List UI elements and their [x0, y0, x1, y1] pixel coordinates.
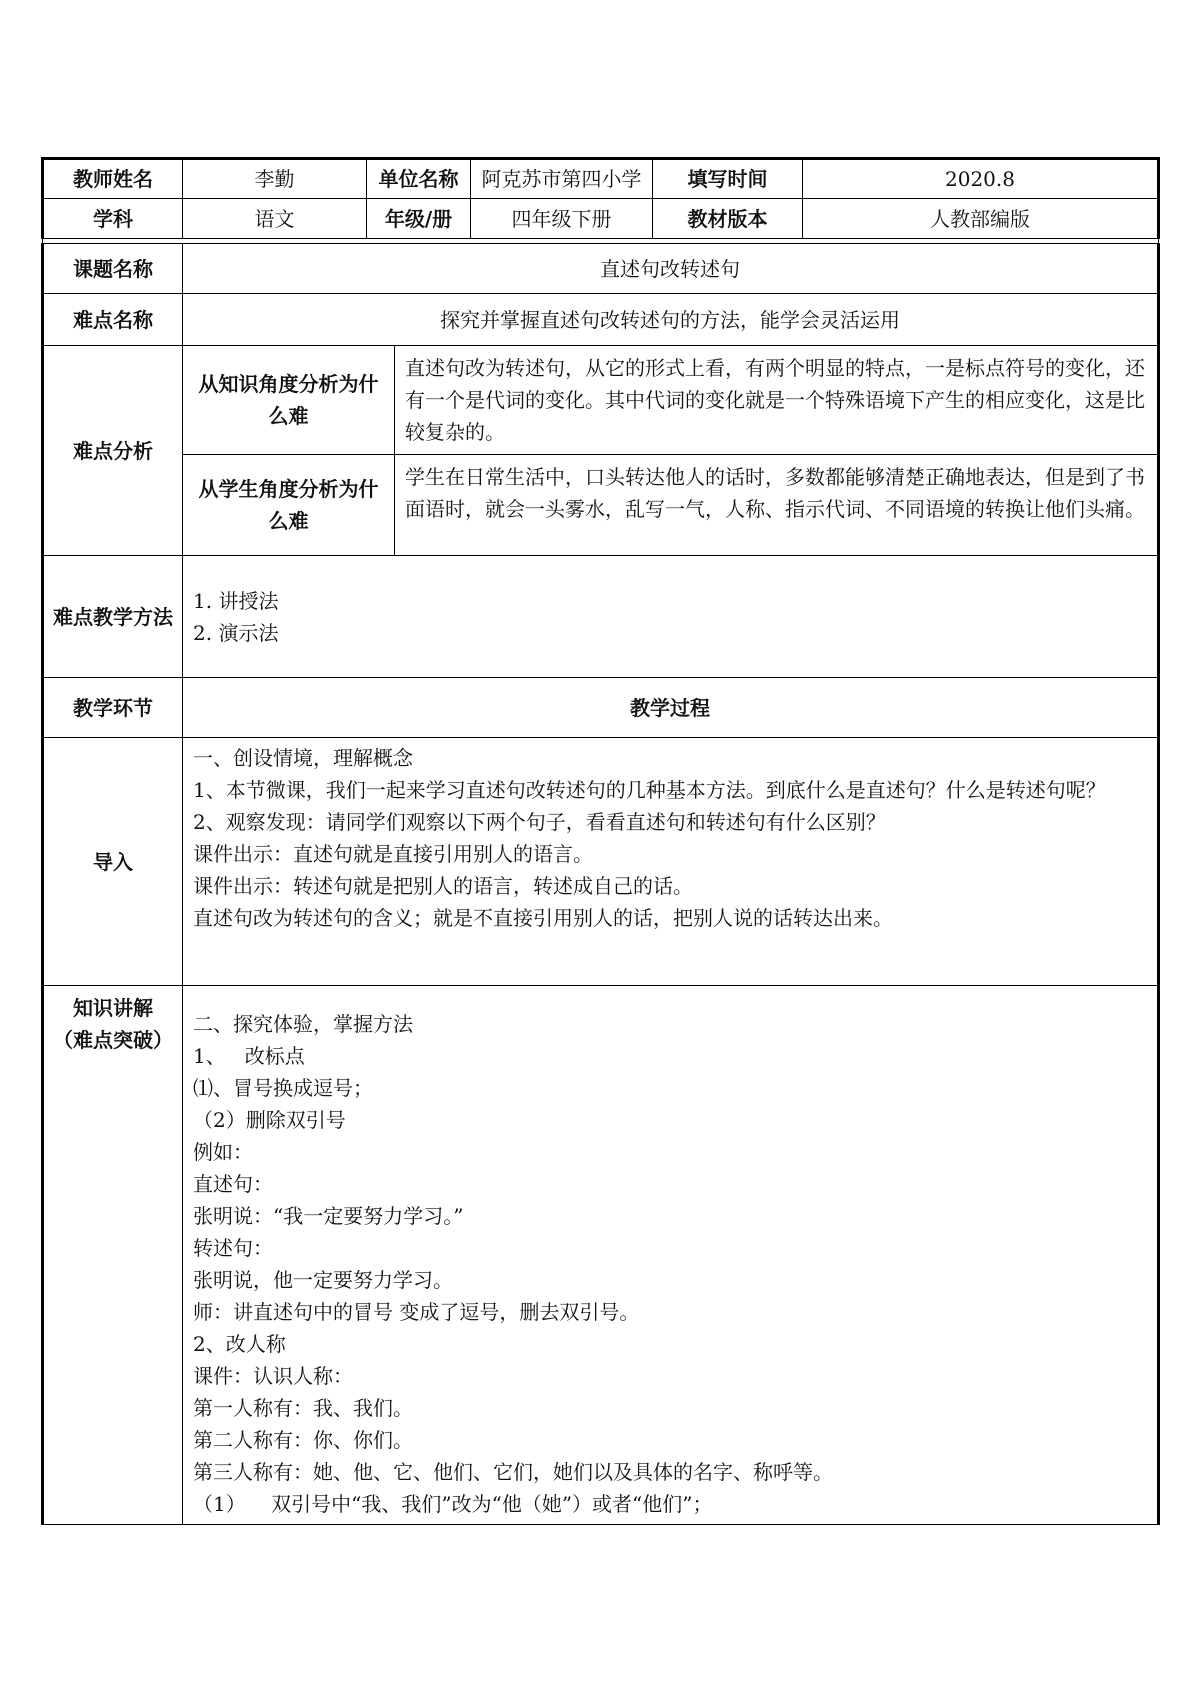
analysis-content [183, 346, 1159, 556]
knowledge-line: 1、 改标点 [193, 1044, 305, 1068]
knowledge-line: 二、探究体验，掌握方法 [193, 1012, 413, 1036]
intro-label: 导入 [43, 738, 183, 986]
date-value: 2020.8 [803, 159, 1159, 199]
unit-value: 阿克苏市第四小学 [471, 159, 653, 199]
methods-row [43, 556, 1159, 678]
knowledge-line: 例如： [193, 1140, 253, 1164]
knowledge-line: （2）删除双引号 [193, 1108, 346, 1132]
knowledge-angle-block [183, 346, 1157, 454]
process-label: 教学过程 [183, 678, 1159, 738]
intro-line: 课件出示：转述句就是把别人的语言，转述成自己的话。 [193, 874, 693, 898]
stage-label: 教学环节 [43, 678, 183, 738]
knowledge-line: 2、改人称 [193, 1332, 286, 1356]
grade-value: 四年级下册 [471, 199, 653, 239]
knowledge-content [183, 986, 1159, 1525]
student-angle-block [183, 454, 1157, 555]
methods-list [183, 556, 1159, 678]
knowledge-line: 转述句： [193, 1236, 273, 1260]
teacher-label: 教师姓名 [43, 159, 183, 199]
knowledge-angle-text: 直述句改为转述句，从它的形式上看，有两个明显的特点，一是标点符号的变化，还有一个是代词的变化。其中代词的变化就是一个特殊语境下产生的相应变化，这是比较复杂的。 [405, 356, 1145, 444]
knowledge-row [43, 986, 1159, 1525]
textbook-label: 教材版本 [653, 199, 803, 239]
method-item: 1. 讲授法 [193, 588, 279, 613]
knowledge-line: 第二人称有：你、你们。 [193, 1428, 413, 1452]
lesson-plan-page [41, 157, 1157, 1525]
intro-line: 1、本节微课，我们一起来学习直述句改转述句的几种基本方法。到底什么是直述句？什么是转述句呢？ [193, 778, 1106, 802]
difficulty-row [43, 294, 1159, 346]
teacher-value: 李勤 [183, 159, 367, 199]
knowledge-line: 第一人称有：我、我们。 [193, 1396, 413, 1420]
textbook-value: 人教部编版 [803, 199, 1159, 239]
grade-label: 年级/册 [367, 199, 471, 239]
knowledge-line: 张明说：“我一定要努力学习。” [193, 1204, 464, 1228]
knowledge-line: 张明说，他一定要努力学习。 [193, 1268, 453, 1292]
method-item: 2. 演示法 [193, 620, 279, 645]
intro-line: 一、创设情境，理解概念 [193, 746, 413, 770]
intro-line: 2、观察发现：请同学们观察以下两个句子，看看直述句和转述句有什么区别？ [193, 810, 886, 834]
date-label: 填写时间 [653, 159, 803, 199]
intro-line: 课件出示：直述句就是直接引用别人的语言。 [193, 842, 593, 866]
knowledge-line: （1） 双引号中“我、我们”改为“他（她”）或者“他们”； [193, 1492, 713, 1516]
info-row-1 [43, 159, 1159, 199]
analysis-row [43, 346, 1159, 556]
intro-content [183, 738, 1159, 986]
knowledge-line: 直述句： [193, 1172, 273, 1196]
intro-row [43, 738, 1159, 986]
subject-value: 语文 [183, 199, 367, 239]
difficulty-value: 探究并掌握直述句改转述句的方法，能学会灵活运用 [183, 294, 1159, 346]
analysis-label: 难点分析 [43, 346, 183, 556]
difficulty-label: 难点名称 [43, 294, 183, 346]
knowledge-line: 第三人称有：她、他、它、他们、它们，她们以及具体的名字、称呼等。 [193, 1460, 833, 1484]
process-header-row [43, 678, 1159, 738]
student-angle-text: 学生在日常生活中，口头转达他人的话时，多数都能够清楚正确地表达，但是到了书面语时，就会一头雾水，乱写一气，人称、指示代词、不同语境的转换让他们头痛。 [405, 465, 1145, 521]
subject-label: 学科 [43, 199, 183, 239]
student-angle-label: 从学生角度分析为什么难 [183, 455, 395, 555]
knowledge-angle-label: 从知识角度分析为什么难 [183, 346, 395, 454]
topic-label: 课题名称 [43, 244, 183, 294]
unit-label: 单位名称 [367, 159, 471, 199]
methods-label: 难点教学方法 [43, 556, 183, 678]
knowledge-line: ⑴、冒号换成逗号； [193, 1076, 373, 1100]
knowledge-label-line2: （难点突破） [53, 1028, 173, 1052]
knowledge-line: 师：讲直述句中的冒号 变成了逗号，删去双引号。 [193, 1300, 640, 1324]
intro-line: 直述句改为转述句的含义；就是不直接引用别人的话，把别人说的话转达出来。 [193, 906, 893, 930]
topic-row [43, 244, 1159, 294]
topic-value: 直述句改转述句 [183, 244, 1159, 294]
knowledge-line: 课件：认识人称： [193, 1364, 353, 1388]
knowledge-label [43, 986, 183, 1525]
lesson-plan-table [41, 157, 1160, 1525]
info-row-2 [43, 199, 1159, 239]
knowledge-label-line1: 知识讲解 [73, 996, 153, 1020]
